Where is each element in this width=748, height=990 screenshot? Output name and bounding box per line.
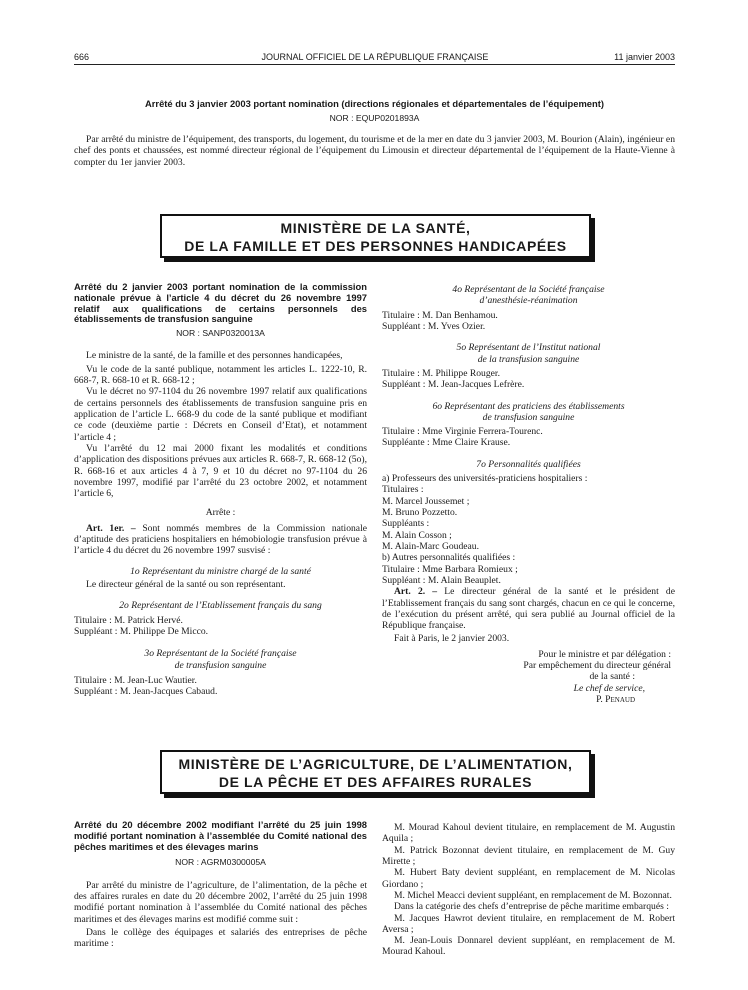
rep7-line: Titulaire : Mme Barbara Romieux ; [382, 563, 518, 575]
rep4-title-2: d’anesthésie-réanimation [479, 295, 578, 307]
page-number: 666 [74, 52, 90, 62]
sante-left-column [74, 282, 367, 698]
rep7-line: a) Professeurs des universités-praticiens hospitaliers : [382, 473, 588, 485]
arrete-sante-nor: NOR : SANP0320013A [176, 328, 265, 339]
rep3-titulaire: Titulaire : M. Jean-Luc Wautier. [74, 674, 197, 686]
ministry-agri-line1: MINISTÈRE DE L’AGRICULTURE, DE L’ALIMENTATION, [178, 756, 573, 772]
signature-line-1: Pour le ministre et par délégation : [538, 648, 671, 660]
article-1-text: Sont nommés membres de la Commission nationale d’aptitude des praticiens hospitaliers en hémobiologie transfusion prévue à l’article 4 du décret du 26 novembre 1997 susvisé : [74, 522, 367, 557]
rep7-line: M. Marcel Joussemet ; [382, 495, 470, 507]
journal-title: JOURNAL OFFICIEL DE LA RÉPUBLIQUE FRANÇAISE [261, 52, 489, 62]
rep7-line: Suppléants : [382, 518, 430, 530]
rep7-line: Suppléant : M. Alain Beauplet. [382, 574, 501, 586]
rep3-title-2: de transfusion sanguine [174, 659, 267, 671]
ministry-sante-banner [160, 214, 591, 258]
rep3-title-1: 3o Représentant de la Société française [144, 648, 297, 660]
rep7-line: M. Alain Cosson ; [382, 529, 452, 541]
ministry-sante-line1: MINISTÈRE DE LA SANTÉ, [280, 220, 471, 236]
rep4-suppleant: Suppléant : M. Yves Ozier. [382, 320, 486, 332]
rep2-suppleant: Suppléant : M. Philippe De Micco. [74, 625, 209, 637]
rep4-titulaire: Titulaire : M. Dan Benhamou. [382, 309, 498, 321]
article-1-label: Art. 1er. – [86, 522, 136, 534]
ministry-agri-banner [160, 750, 591, 794]
agri-para-1: Par arrêté du ministre de l’agriculture, de l’alimentation, de la pêche et des affaires rurales en date du 20 décembre 2002, l’arrêté du 25 juin 1998 modifié portant nomination à l’assemblée du Comité national des pêches maritimes et des élevages marins est modifié comme suit : [74, 879, 367, 925]
rep6-title-1: 6o Représentant des praticiens des établissements [432, 400, 625, 412]
section1-body: Par arrêté du ministre de l’équipement, des transports, du logement, du tourisme et de la mer en date du 3 janvier 2003, M. Bourion (Alain), ingénieur en chef des ponts et chaussées, est nommé directeur régional de l’équipement du Limousin et directeur départemental de l’équipement de la Haute-Vienne à compter du 1er janvier 2003. [74, 134, 675, 168]
ministry-agri-line2: DE LA PÊCHE ET DES AFFAIRES RURALES [218, 773, 533, 790]
rep1-line: Le directeur général de la santé ou son représentant. [86, 579, 286, 591]
sante-article-2 [382, 586, 675, 631]
header-rule [74, 64, 675, 65]
rep1-title: 1o Représentant du ministre chargé de la santé [130, 565, 311, 577]
sante-right-column [382, 284, 675, 705]
signature-line-4: Le chef de service, [573, 682, 645, 694]
agri-replacement: M. Jacques Hawrot devient titulaire, en remplacement de M. Robert Aversa ; [382, 912, 675, 935]
sante-para-vu-code: Vu le code de la santé publique, notamment les articles L. 1222-10, R. 668-7, R. 668-10 et R. 668-12 ; [74, 363, 367, 387]
rep6-suppleant: Suppléante : Mme Claire Krause. [382, 437, 511, 449]
sante-fait-a: Fait à Paris, le 2 janvier 2003. [394, 633, 510, 645]
rep2-title: 2o Représentant de l’Etablissement français du sang [119, 600, 322, 612]
signature-line-3: de la santé : [589, 671, 635, 683]
arrete-sante-title: Arrêté du 2 janvier 2003 portant nomination de la commission nationale prévue à l’article 4 du décret du 26 novembre 1997 relatif aux qualifications de certains personnels des établissements de transfusion sanguine [74, 281, 367, 325]
rep7-title: 7o Personnalités qualifiées [476, 458, 581, 470]
agri-left-column [74, 820, 367, 949]
agri-category: Dans la catégorie des chefs d’entreprise de pêche maritime embarqués : [394, 901, 669, 913]
agri-replacement: M. Hubert Baty devient suppléant, en remplacement de M. Nicolas Giordano ; [382, 867, 675, 890]
agri-replacement: M. Michel Meacci devient suppléant, en remplacement de M. Bozonnat. [394, 889, 672, 901]
rep7-line: M. Bruno Pozzetto. [382, 507, 458, 518]
rep7-line: Titulaires : [382, 484, 424, 496]
sante-para-minister: Le ministre de la santé, de la famille et des personnes handicapées, [86, 350, 343, 362]
rep5-titulaire: Titulaire : M. Philippe Rouger. [382, 367, 500, 379]
rep3-suppleant: Suppléant : M. Jean-Jacques Cabaud. [74, 686, 218, 698]
sante-arrete-word: Arrête : [205, 507, 236, 519]
rep7-line: b) Autres personnalités qualifiées : [382, 552, 516, 564]
agri-replacement: M. Patrick Bozonnat devient titulaire, en remplacement de M. Guy Mirette ; [382, 844, 675, 867]
signature-line-2: Par empêchement du directeur général [523, 660, 671, 672]
article-2-text: Le directeur général de la santé et le président de l’Etablissement français du sang sont chargés, chacun en ce qui le concerne, de l’exécution du présent arrêté, qui sera publié au Journal officiel de la République française. [382, 586, 675, 632]
rep2-titulaire: Titulaire : M. Patrick Hervé. [74, 614, 183, 626]
agri-right-column [382, 822, 675, 958]
agri-replacement: M. Jean-Louis Donnarel devient suppléant, en remplacement de M. Mourad Kahoul. [382, 935, 675, 958]
article-2-label: Art. 2. – [394, 586, 438, 598]
rep5-title-2: de la transfusion sanguine [477, 353, 580, 365]
rep7-line: M. Alain-Marc Goudeau. [382, 540, 479, 552]
agri-para-2: Dans le collège des équipages et salariés des entreprises de pêche maritime : [74, 926, 367, 950]
sante-article-1 [74, 523, 367, 557]
sante-para-vu-arrete: Vu l’arrêté du 12 mai 2000 fixant les modalités et conditions d’application des dispositions prévues aux articles R. 668-7, R. 668-12 (5o), R. 668-16 et aux articles 4 à 7, 9 et 10 du décret no 97-1104 du 26 novembre 1997, modifié par l’arrêté du 23 octobre 2002, et notamment l’article 6, [74, 442, 367, 500]
sante-para-vu-decret: Vu le décret no 97-1104 du 26 novembre 1997 relatif aux qualifications de certains personnels des établissements de transfusion sanguine pris en application de l’article L. 668-9 du code de la santé publique et modifiant ce code (deuxième partie : Décrets en Conseil d’Etat), et notamment l’article 4 ; [74, 386, 367, 443]
signature-name: P. Penaud [596, 694, 635, 705]
arrete-agri-nor: NOR : AGRM0300005A [175, 857, 266, 868]
arrete-agri-title: Arrêté du 20 décembre 2002 modifiant l’arrêté du 25 juin 1998 modifié portant nomination à l’assemblée du Comité national des pêches maritimes et des élevages marins [74, 819, 367, 852]
issue-date: 11 janvier 2003 [614, 52, 675, 62]
ministry-sante-line2: DE LA FAMILLE ET DES PERSONNES HANDICAPÉES [184, 237, 567, 254]
agri-replacement: M. Mourad Kahoul devient titulaire, en remplacement de M. Augustin Aquila ; [382, 822, 675, 845]
rep4-title-1: 4o Représentant de la Société française [452, 284, 605, 295]
section1-nor: NOR : EQUP0201893A [329, 113, 420, 123]
rep5-suppleant: Suppléant : M. Jean-Jacques Lefrère. [382, 379, 525, 391]
section1-title: Arrêté du 3 janvier 2003 portant nomination (directions régionales et départementales de l’équipement) [145, 98, 604, 109]
rep6-titulaire: Titulaire : Mme Virginie Ferrera-Tourenc. [382, 426, 543, 438]
rep5-title-1: 5o Représentant de l’Institut national [456, 342, 601, 354]
rep6-title-2: de transfusion sanguine [482, 411, 575, 423]
